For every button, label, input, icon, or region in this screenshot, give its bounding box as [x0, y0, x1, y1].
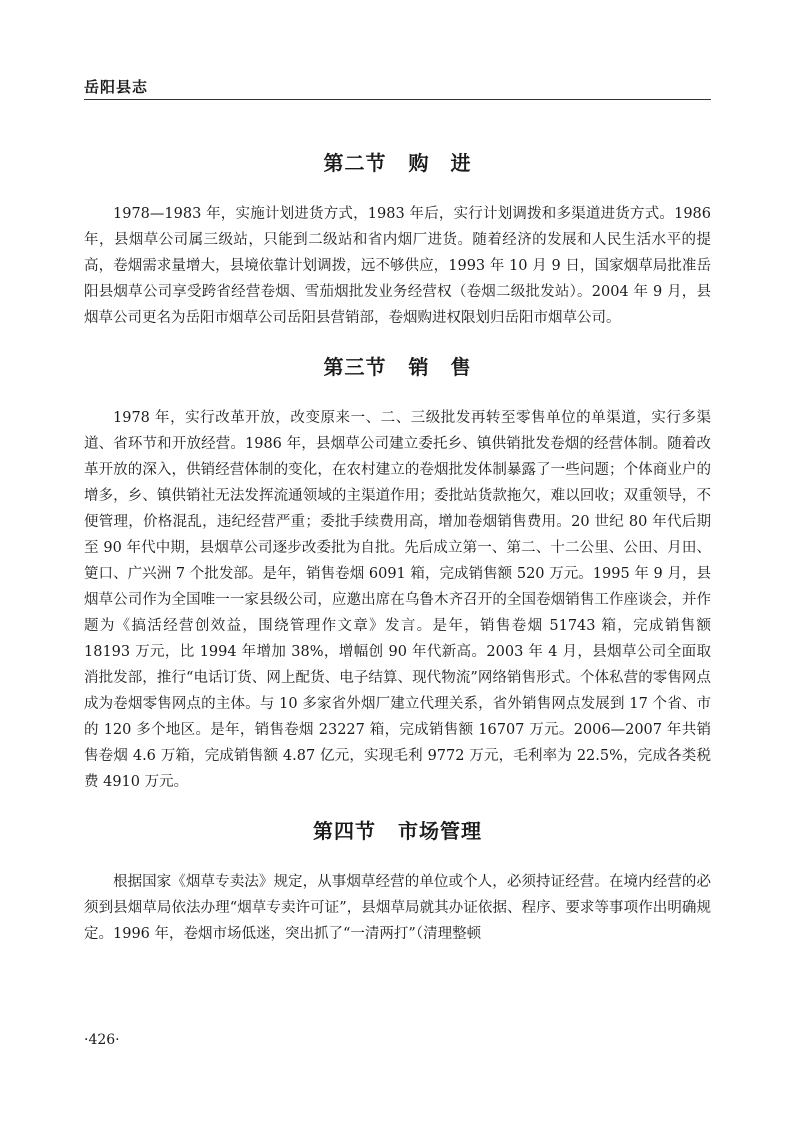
section-3-name: 销 售: [408, 355, 472, 379]
section-4-name: 市场管理: [398, 819, 482, 843]
section-2-name: 购 进: [408, 151, 472, 175]
section-2-paragraph: 1978—1983 年，实施计划进货方式，1983 年后，实行计划调拨和多渠道进货方式。1986 年，县烟草公司属三级站，只能到二级站和省内烟厂进货。随着经济的发展和人民生活水平的提高，卷烟需求量增大，县境依靠计划调拨，远不够供应，1993 年 10 月 9 日，国家烟草局批准岳阳县烟草公司享受跨省经营卷烟、雪茄烟批发业务经营权（卷烟二级批发站）。2004 年 9 月，县烟草公司更名为岳阳市烟草公司岳阳县营销部，卷烟购进权限划归岳阳市烟草公司。: [84, 206, 711, 326]
section-3-number: 第三节: [323, 355, 387, 379]
section-4-title: [84, 815, 711, 844]
section-2-number: 第二节: [323, 151, 387, 175]
section-2-title: [84, 147, 711, 176]
section-3-title: [84, 351, 711, 380]
page-number: ·426·: [84, 1032, 120, 1048]
section-4-number: 第四节: [313, 819, 376, 843]
header-rule: [84, 99, 711, 100]
section-4-paragraph: 根据国家《烟草专卖法》规定，从事烟草经营的单位或个人，必须持证经营。在境内经营的必须到县烟草局依法办理“烟草专卖许可证”，县烟草局就其办证依据、程序、要求等事项作出明确规定。1996 年，卷烟市场低迷，突出抓了“一清两打”（清理整顿: [84, 874, 711, 942]
page-content: [84, 135, 711, 967]
running-head: 岳阳县志: [84, 78, 149, 96]
section-3-paragraph: 1978 年，实行改革开放，改变原来一、二、三级批发再转至零售单位的单渠道，实行多渠道、省环节和开放经营。1986 年，县烟草公司建立委托乡、镇供销批发卷烟的经营体制。随着改革开放的深入，供销经营体制的变化，在农村建立的卷烟批发体制暴露了一些问题；个体商业户的增多，乡、镇供销社无法发挥流通领域的主渠道作用；委批站货款拖欠，难以回收；双重领导，不便管理，价格混乱，违纪经营严重；委批手续费用高，增加卷烟销售费用。20 世纪 80 年代后期至 90 年代中期，县烟草公司逐步改委批为自批。先后成立第一、第二、十二公里、公田、月田、筻口、广兴洲 7 个批发部。是年，销售卷烟 6091 箱，完成销售额 520 万元。1995 年 9 月，县烟草公司作为全国唯一一家县级公司，应邀出席在乌鲁木齐召开的全国卷烟销售工作座谈会，并作题为《搞活经营创效益，围绕管理作文章》发言。是年，销售卷烟 51743 箱，完成销售额 18193 万元，比 1994 年增加 38%，增幅创 90 年代新高。2003 年 4 月，县烟草公司全面取消批发部，推行“电话订货、网上配货、电子结算、现代物流”网络销售形式。个体私营的零售网点成为卷烟零售网点的主体。与 10 多家省外烟厂建立代理关系，省外销售网点发展到 17 个省、市的 120 多个地区。是年，销售卷烟 23227 箱，完成销售额 16707 万元。2006—2007 年共销售卷烟 4.6 万箱，完成销售额 4.87 亿元，实现毛利 9772 万元，毛利率为 22.5%，完成各类税费 4910 万元。: [84, 410, 711, 790]
